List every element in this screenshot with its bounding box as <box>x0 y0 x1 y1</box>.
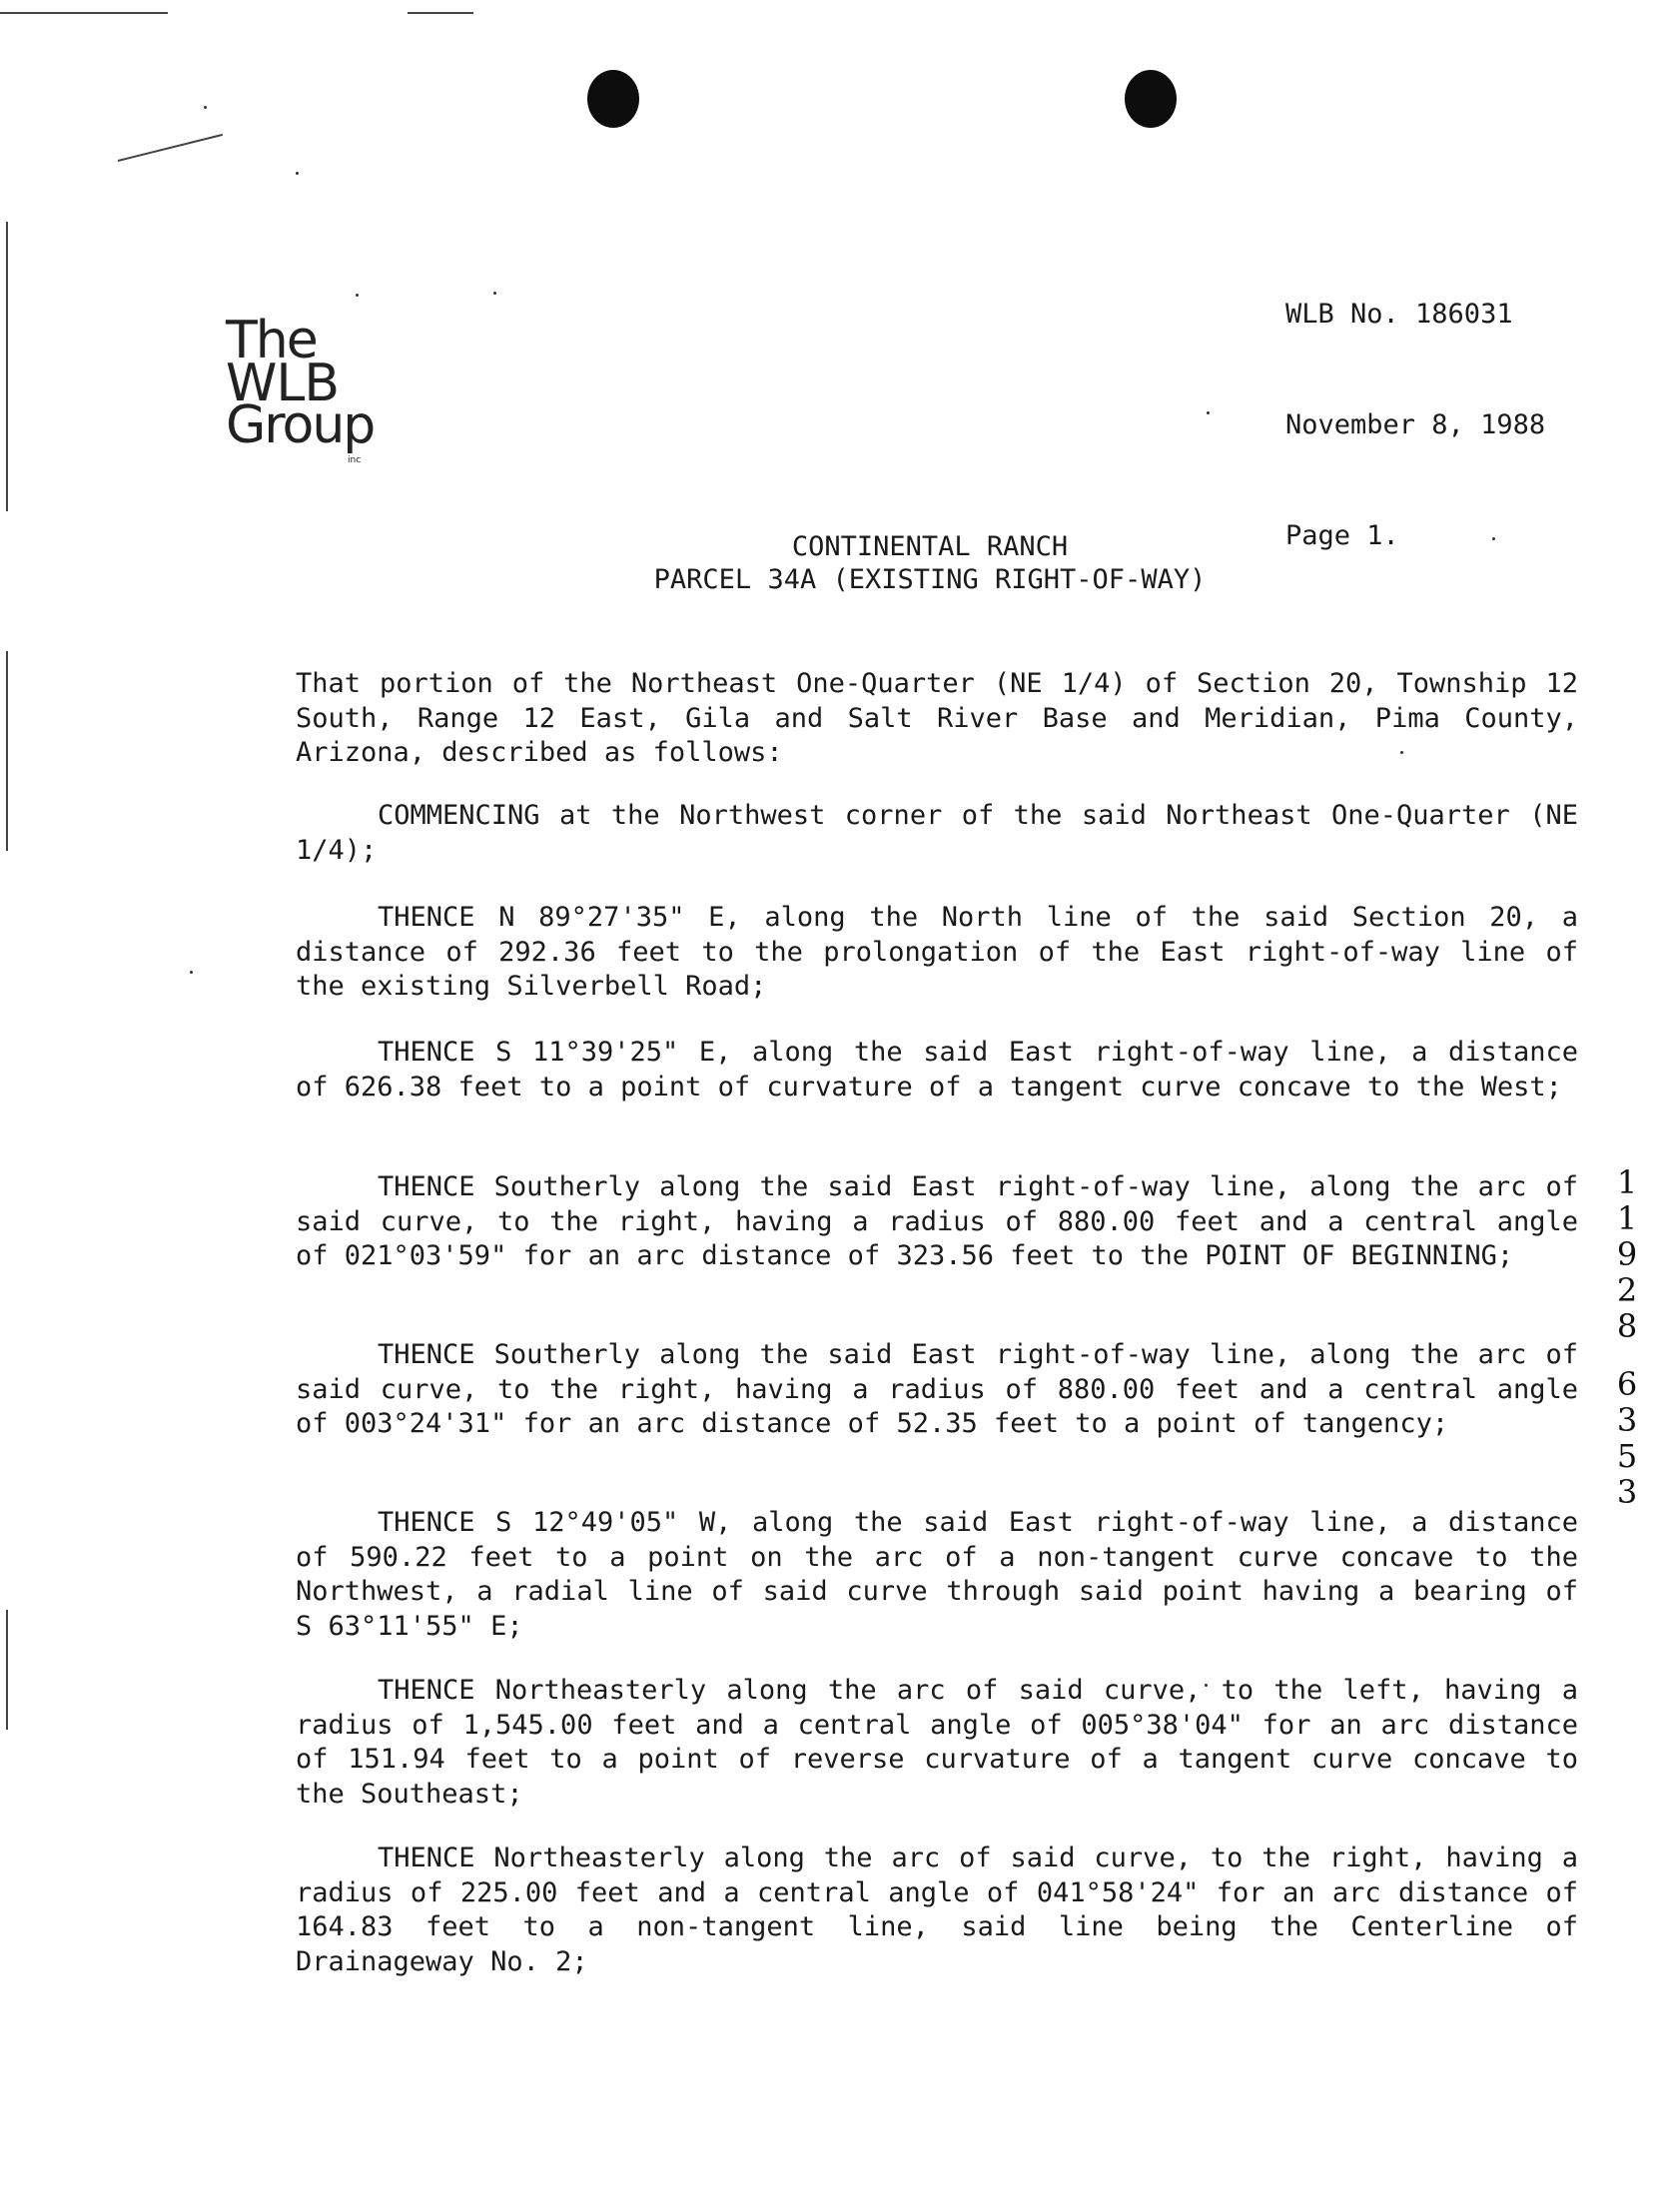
docket-number-stamp <box>1612 1164 1642 1510</box>
scan-line-top-center <box>408 12 473 14</box>
docket-digit: 5 <box>1616 1437 1638 1475</box>
scan-line-top-left <box>0 12 168 14</box>
docket-digit: 3 <box>1616 1473 1638 1511</box>
docket-digit: 9 <box>1616 1235 1638 1273</box>
wlb-number: WLB No. 186031 <box>1285 299 1513 330</box>
course-paragraph-4 <box>296 1338 1578 1442</box>
docket-digit: 2 <box>1616 1271 1638 1309</box>
paragraph-text: THENCE Northeasterly along the arc of said curve, to the left, having a radius of 1,545.00 feet and a central angle of 005°38'04" for an arc distance of 151.94 feet to a point of reverse curvature of a tangent curve concave to the Southeast; <box>296 1675 1578 1810</box>
paragraph-text: THENCE Southerly along the said East right-of-way line, along the arc of said curve, to the right, having a radius of 880.00 feet and a central angle of 003°24'31" for an arc distance of 52.35 feet to a point of tangency; <box>296 1339 1578 1439</box>
paragraph-text: THENCE S 11°39'25" E, along the said East right-of-way line, a distance of 626.38 feet to a point of curvature of a tangent curve concave to the West; <box>296 1037 1578 1103</box>
logo-line-3: Group <box>226 395 375 456</box>
course-paragraph-7 <box>296 1842 1578 1979</box>
scan-speck <box>493 292 496 295</box>
course-paragraph-3 <box>296 1170 1578 1274</box>
paragraph-text: THENCE Southerly along the said East right-of-way line, along the arc of said curve, to the right, having a radius of 880.00 feet and a central angle of 021°03'59" for an arc distance of 323.56 feet to the POINT OF BEGINNING; <box>296 1171 1578 1271</box>
scan-speck <box>204 106 207 109</box>
docket-digit: 6 <box>1616 1365 1638 1403</box>
page-number: Page 1. <box>1285 520 1399 551</box>
scan-stroke <box>118 134 223 162</box>
document-title-1: CONTINENTAL RANCH <box>791 531 1069 562</box>
commencing-paragraph <box>296 799 1578 868</box>
course-paragraph-6 <box>296 1674 1578 1812</box>
docket-digit: 1 <box>1616 1163 1638 1201</box>
document-title-2: PARCEL 34A (EXISTING RIGHT-OF-WAY) <box>653 564 1207 595</box>
docket-digit: 1 <box>1616 1199 1638 1237</box>
course-paragraph-2 <box>296 1036 1578 1105</box>
scan-line-left-margin <box>6 222 8 511</box>
logo-line-1: The <box>226 311 317 370</box>
legal-description-intro <box>296 667 1578 771</box>
logo-inc: inc <box>348 455 362 465</box>
paragraph-text: That portion of the Northeast One-Quarter (NE 1/4) of Section 20, Township 12 South, Range 12 East, Gila and Salt River Base and Meridian, Pima County, Arizona, described as follows: <box>296 668 1578 768</box>
paragraph-text: COMMENCING at the Northwest corner of the said Northeast One-Quarter (NE 1/4); <box>296 800 1578 866</box>
scan-speck <box>1207 411 1210 414</box>
paragraph-text: THENCE N 89°27'35" E, along the North line of the said Section 20, a distance of 292.36 feet to the prolongation of the East right-of-way line of the existing Silverbell Road; <box>296 902 1578 1002</box>
punch-hole-right <box>1125 70 1177 128</box>
scan-line-left-margin-3 <box>6 1610 8 1730</box>
punch-hole-left <box>587 70 639 128</box>
paragraph-text: THENCE Northeasterly along the arc of said curve, to the right, having a radius of 225.00 feet and a central angle of 041°58'24" for an arc distance of 164.83 feet to a non-tangent line, said line being the Centerline of Drainageway No. 2; <box>296 1843 1578 1977</box>
document-date: November 8, 1988 <box>1285 409 1546 440</box>
paragraph-text: THENCE S 12°49'05" W, along the said East right-of-way line, a distance of 590.22 feet to a point on the arc of a non-tangent curve concave to the Northwest, a radial line of said curve through said point having a bearing of S 63°11'55" E; <box>296 1507 1578 1642</box>
scan-speck <box>356 294 359 297</box>
scan-speck <box>296 172 299 175</box>
course-paragraph-5 <box>296 1506 1578 1644</box>
logo-line-2: WLB <box>226 353 340 413</box>
docket-digit: 3 <box>1616 1401 1638 1439</box>
docket-digit: 8 <box>1616 1307 1638 1345</box>
course-paragraph-1 <box>296 901 1578 1005</box>
scan-speck <box>190 971 193 974</box>
company-logo <box>226 311 386 465</box>
scan-line-left-margin-2 <box>6 651 8 851</box>
